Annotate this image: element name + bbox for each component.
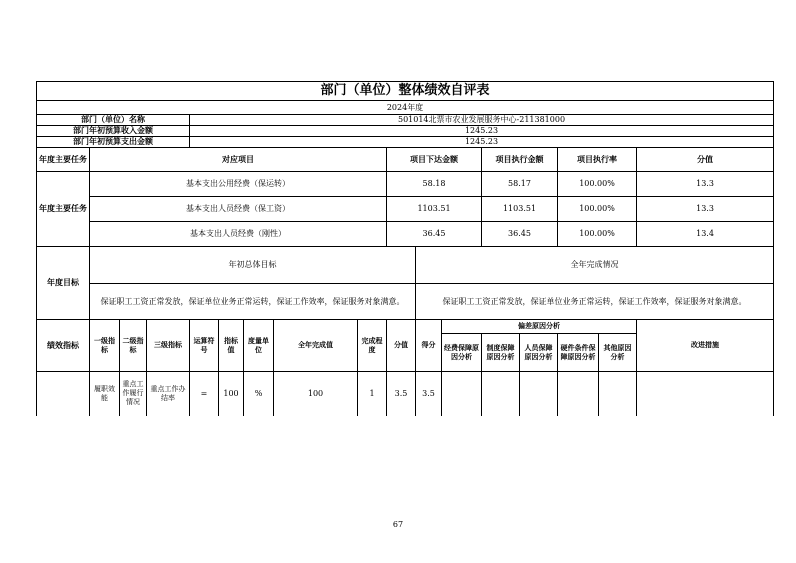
indicator-level2-header: 二级指标 [120, 320, 147, 372]
task-rate: 100.00% [558, 172, 637, 197]
dept-value: 501014北票市农业发展服务中心-211381000 [190, 115, 774, 126]
task-item: 基本支出公用经费（保运转） [90, 172, 387, 197]
goal-label: 年度目标 [37, 247, 90, 320]
dept-label: 部门（单位）名称 [37, 115, 190, 126]
expense-value: 1245.23 [190, 137, 774, 148]
task-header-rate: 项目执行率 [558, 148, 637, 172]
indicator-annual-header: 全年完成值 [274, 320, 358, 372]
indicator-hardware [558, 372, 599, 416]
indicator-staff [520, 372, 558, 416]
indicator-level2: 重点工作履行情况 [120, 372, 147, 416]
indicator-level3-header: 三级指标 [147, 320, 190, 372]
goal-initial-text: 保证职工工资正常发放，保证单位业务正常运转，保证工作效率，保证服务对象满意。 [90, 284, 416, 320]
task-score-value: 13.3 [637, 172, 774, 197]
indicator-completion-header: 完成程度 [358, 320, 387, 372]
task-executed: 1103.51 [482, 197, 558, 222]
goal-completion-text: 保证职工工资正常发放，保证单位业务正常运转，保证工作效率，保证服务对象满意。 [416, 284, 774, 320]
task-rate: 100.00% [558, 197, 637, 222]
indicator-funding [442, 372, 482, 416]
year: 2024年度 [37, 101, 774, 115]
task-header-allocated: 项目下达金额 [387, 148, 482, 172]
indicator-level1-header: 一级指标 [90, 320, 120, 372]
task-executed: 58.17 [482, 172, 558, 197]
indicator-row [37, 372, 774, 416]
indicator-completion: 1 [358, 372, 387, 416]
task-header-executed: 项目执行金额 [482, 148, 558, 172]
task-score-value: 13.4 [637, 222, 774, 247]
indicator-improvement [637, 372, 774, 416]
task-header-score-value: 分值 [637, 148, 774, 172]
task-executed: 36.45 [482, 222, 558, 247]
task-header-category: 年度主要任务 [37, 148, 90, 172]
indicator-score-value-header: 分值 [387, 320, 416, 372]
staff-header: 人员保障原因分析 [520, 334, 558, 372]
task-allocated: 36.45 [387, 222, 482, 247]
income-label: 部门年初预算收入金额 [37, 126, 190, 137]
task-row [37, 197, 774, 222]
income-value: 1245.23 [190, 126, 774, 137]
indicator-label: 绩效指标 [37, 320, 90, 372]
task-score-value: 13.3 [637, 197, 774, 222]
system-header: 制度保障原因分析 [482, 334, 520, 372]
indicator-label-cell [37, 372, 90, 416]
page-number: 67 [392, 520, 404, 529]
goal-completion-header: 全年完成情况 [416, 247, 774, 284]
task-row [37, 172, 774, 197]
task-row [37, 222, 774, 247]
indicator-target-header: 指标值 [219, 320, 244, 372]
task-header-item: 对应项目 [90, 148, 387, 172]
indicator-target: 100 [219, 372, 244, 416]
indicator-level3: 重点工作办结率 [147, 372, 190, 416]
funding-header: 经费保障原因分析 [442, 334, 482, 372]
indicator-annual: 100 [274, 372, 358, 416]
performance-self-evaluation-table [36, 81, 774, 416]
task-item: 基本支出人员经费（刚性） [90, 222, 387, 247]
indicator-unit: % [244, 372, 274, 416]
goal-initial-header: 年初总体目标 [90, 247, 416, 284]
indicator-operator: = [190, 372, 219, 416]
task-rate: 100.00% [558, 222, 637, 247]
expense-label: 部门年初预算支出金额 [37, 137, 190, 148]
indicator-unit-header: 度量单位 [244, 320, 274, 372]
task-allocated: 58.18 [387, 172, 482, 197]
page-title: 部门（单位）整体绩效自评表 [37, 82, 774, 101]
task-group-label: 年度主要任务 [37, 172, 90, 247]
indicator-operator-header: 运算符号 [190, 320, 219, 372]
task-allocated: 1103.51 [387, 197, 482, 222]
deviation-header: 偏差原因分析 [442, 320, 637, 334]
indicator-score: 3.5 [416, 372, 442, 416]
indicator-level1: 履职效能 [90, 372, 120, 416]
improvement-header: 改进措施 [637, 320, 774, 372]
indicator-system [482, 372, 520, 416]
indicator-score-value: 3.5 [387, 372, 416, 416]
task-item: 基本支出人员经费（保工资） [90, 197, 387, 222]
indicator-other [599, 372, 637, 416]
indicator-score-header: 得分 [416, 320, 442, 372]
other-header: 其他原因分析 [599, 334, 637, 372]
hardware-header: 硬件条件保障原因分析 [558, 334, 599, 372]
